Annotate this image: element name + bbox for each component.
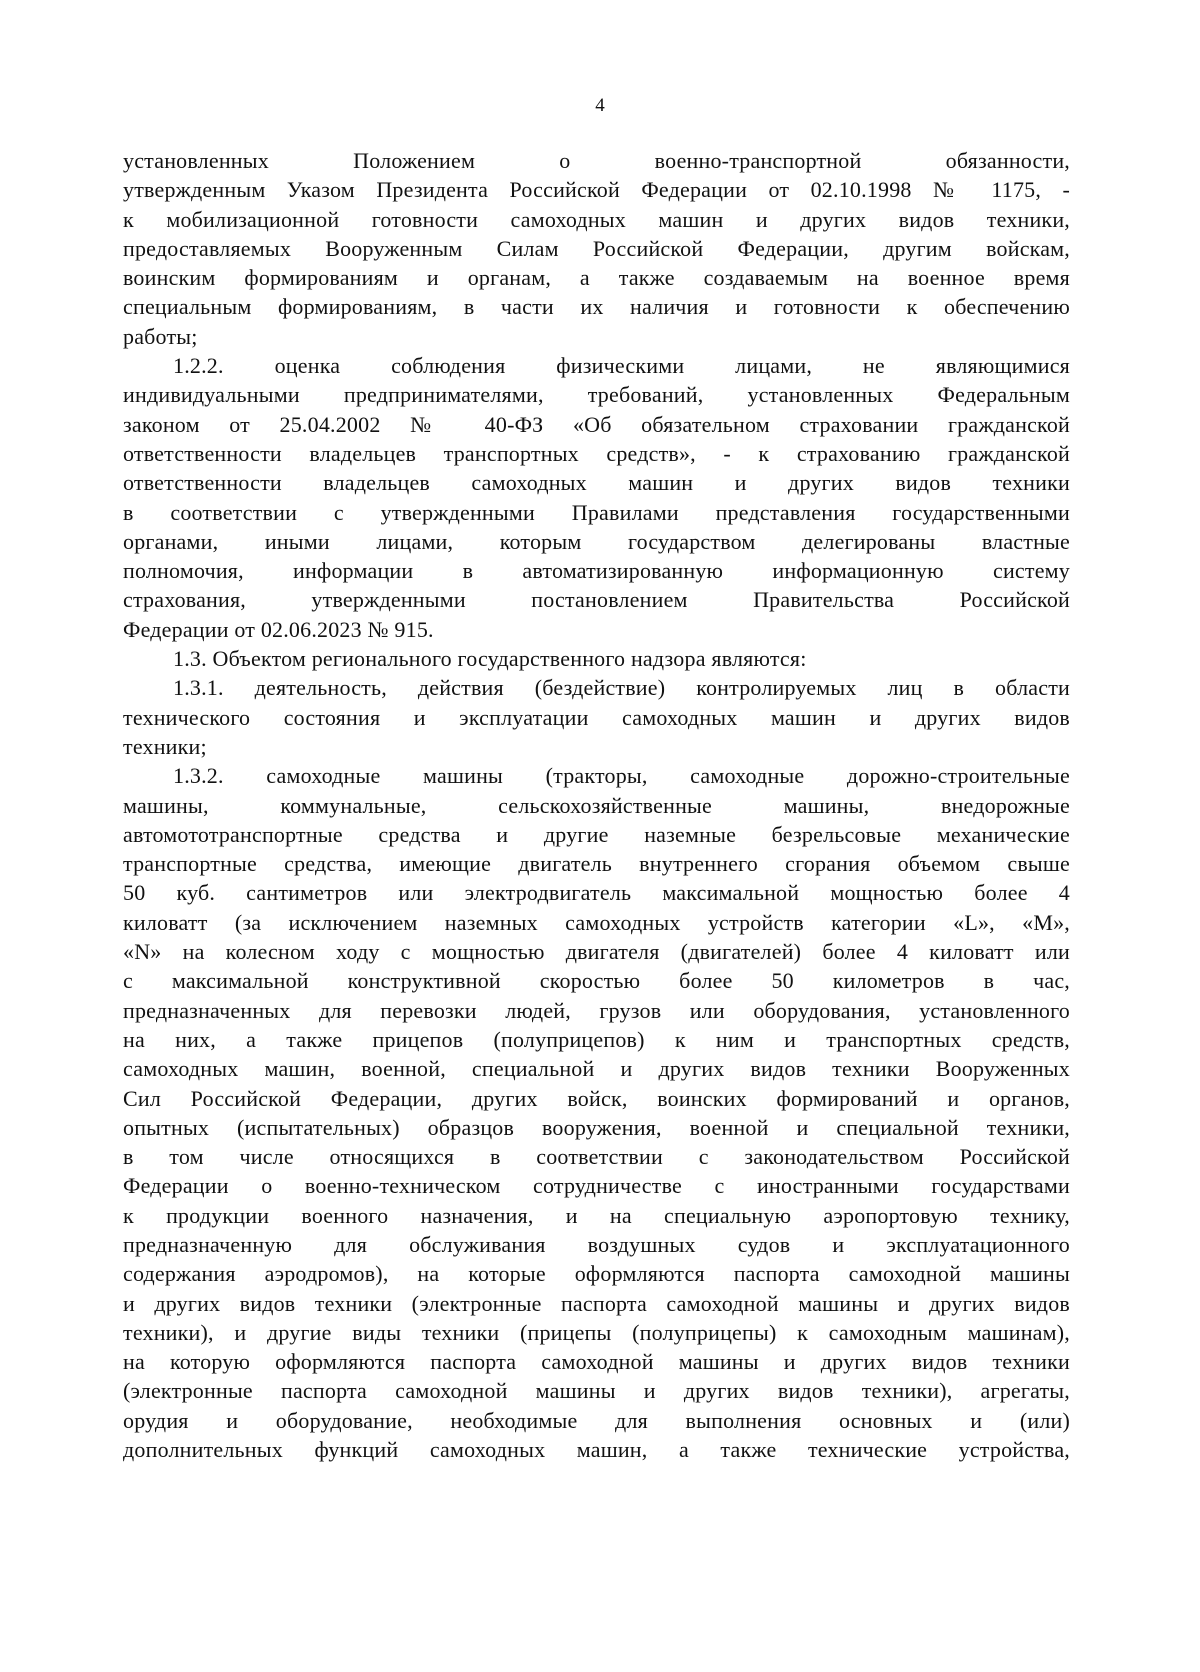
text-line: и других видов техники (электронные паспорта самоходной машины и других видов	[123, 1290, 1070, 1316]
document-body	[123, 146, 1070, 1464]
text-line: самоходных машин, военной, специальной и других видов техники Вооруженных	[123, 1056, 1070, 1082]
text-line: дополнительных функций самоходных машин, а также технические устройства,	[123, 1437, 1070, 1463]
text-line: страхования, утвержденными постановлением Правительства Российской	[123, 587, 1070, 613]
text-line: ответственности владельцев самоходных машин и других видов техники	[123, 470, 1070, 496]
paragraph-first-line: 1.2.2. оценка соблюдения физическими лицами, не являющимися	[173, 353, 1070, 379]
text-line: законом от 25.04.2002 № 40-ФЗ «Об обязательном страховании гражданской	[123, 411, 1070, 437]
text-line: опытных (испытательных) образцов вооружения, военной и специальной техники,	[123, 1114, 1070, 1140]
paragraph-first-line: 1.3.1. деятельность, действия (бездействие) контролируемых лиц в области	[173, 675, 1070, 701]
text-line: предоставляемых Вооруженным Силам Российской Федерации, другим войскам,	[123, 235, 1070, 261]
text-line: индивидуальными предпринимателями, требований, установленных Федеральным	[123, 382, 1070, 408]
text-line: на них, а также прицепов (полуприцепов) к ним и транспортных средств,	[123, 1026, 1070, 1052]
text-line: в том числе относящихся в соответствии с законодательством Российской	[123, 1144, 1070, 1170]
text-line: к мобилизационной готовности самоходных машин и других видов техники,	[123, 206, 1070, 232]
text-line: Сил Российской Федерации, других войск, воинских формирований и органов,	[123, 1085, 1070, 1111]
text-line: утвержденным Указом Президента Российской Федерации от 02.10.1998 № 1175, -	[123, 177, 1070, 203]
text-line: работы;	[123, 323, 198, 349]
text-line: предназначенную для обслуживания воздушных судов и эксплуатационного	[123, 1231, 1070, 1257]
text-line: специальным формированиям, в части их наличия и готовности к обеспечению	[123, 294, 1070, 320]
text-line: воинским формированиям и органам, а также создаваемым на военное время	[123, 265, 1070, 291]
page-number: 4	[595, 95, 605, 116]
text-line: автомототранспортные средства и другие наземные безрельсовые механические	[123, 821, 1070, 847]
text-line: орудия и оборудование, необходимые для выполнения основных и (или)	[123, 1407, 1070, 1433]
text-line: техники), и другие виды техники (прицепы (полуприцепы) к самоходным машинам),	[123, 1319, 1070, 1345]
text-line: «N» на колесном ходу с мощностью двигателя (двигателей) более 4 киловатт или	[123, 939, 1070, 965]
text-line: с максимальной конструктивной скоростью более 50 километров в час,	[123, 968, 1070, 994]
text-line: к продукции военного назначения, и на специальную аэропортовую технику,	[123, 1202, 1070, 1228]
text-line: предназначенных для перевозки людей, грузов или оборудования, установленного	[123, 997, 1070, 1023]
text-line: (электронные паспорта самоходной машины и других видов техники), агрегаты,	[123, 1378, 1070, 1404]
text-line: техники;	[123, 733, 207, 759]
text-line: технического состояния и эксплуатации самоходных машин и других видов	[123, 704, 1070, 730]
text-line: Федерации о военно-техническом сотрудничестве с иностранными государствами	[123, 1173, 1070, 1199]
text-line: в соответствии с утвержденными Правилами представления государственными	[123, 499, 1070, 525]
text-line: киловатт (за исключением наземных самоходных устройств категории «L», «M»,	[123, 909, 1070, 935]
text-line: машины, коммунальные, сельскохозяйственные машины, внедорожные	[123, 792, 1070, 818]
text-line: 50 куб. сантиметров или электродвигатель максимальной мощностью более 4	[123, 880, 1070, 906]
text-line: на которую оформляются паспорта самоходной машины и других видов техники	[123, 1349, 1070, 1375]
text-line: Федерации от 02.06.2023 № 915.	[123, 616, 434, 642]
text-line: содержания аэродромов), на которые оформляются паспорта самоходной машины	[123, 1261, 1070, 1287]
text-line: транспортные средства, имеющие двигатель внутреннего сгорания объемом свыше	[123, 851, 1070, 877]
text-line: установленных Положением о военно-транспортной обязанности,	[123, 148, 1070, 173]
text-line: органами, иными лицами, которым государством делегированы властные	[123, 528, 1070, 554]
text-line: ответственности владельцев транспортных средств», - к страхованию гражданской	[123, 440, 1070, 466]
text-line: полномочия, информации в автоматизированную информационную систему	[123, 558, 1070, 584]
paragraph-first-line: 1.3. Объектом регионального государственного надзора являются:	[173, 646, 807, 672]
paragraph-first-line: 1.3.2. самоходные машины (тракторы, самоходные дорожно-строительные	[173, 763, 1070, 789]
